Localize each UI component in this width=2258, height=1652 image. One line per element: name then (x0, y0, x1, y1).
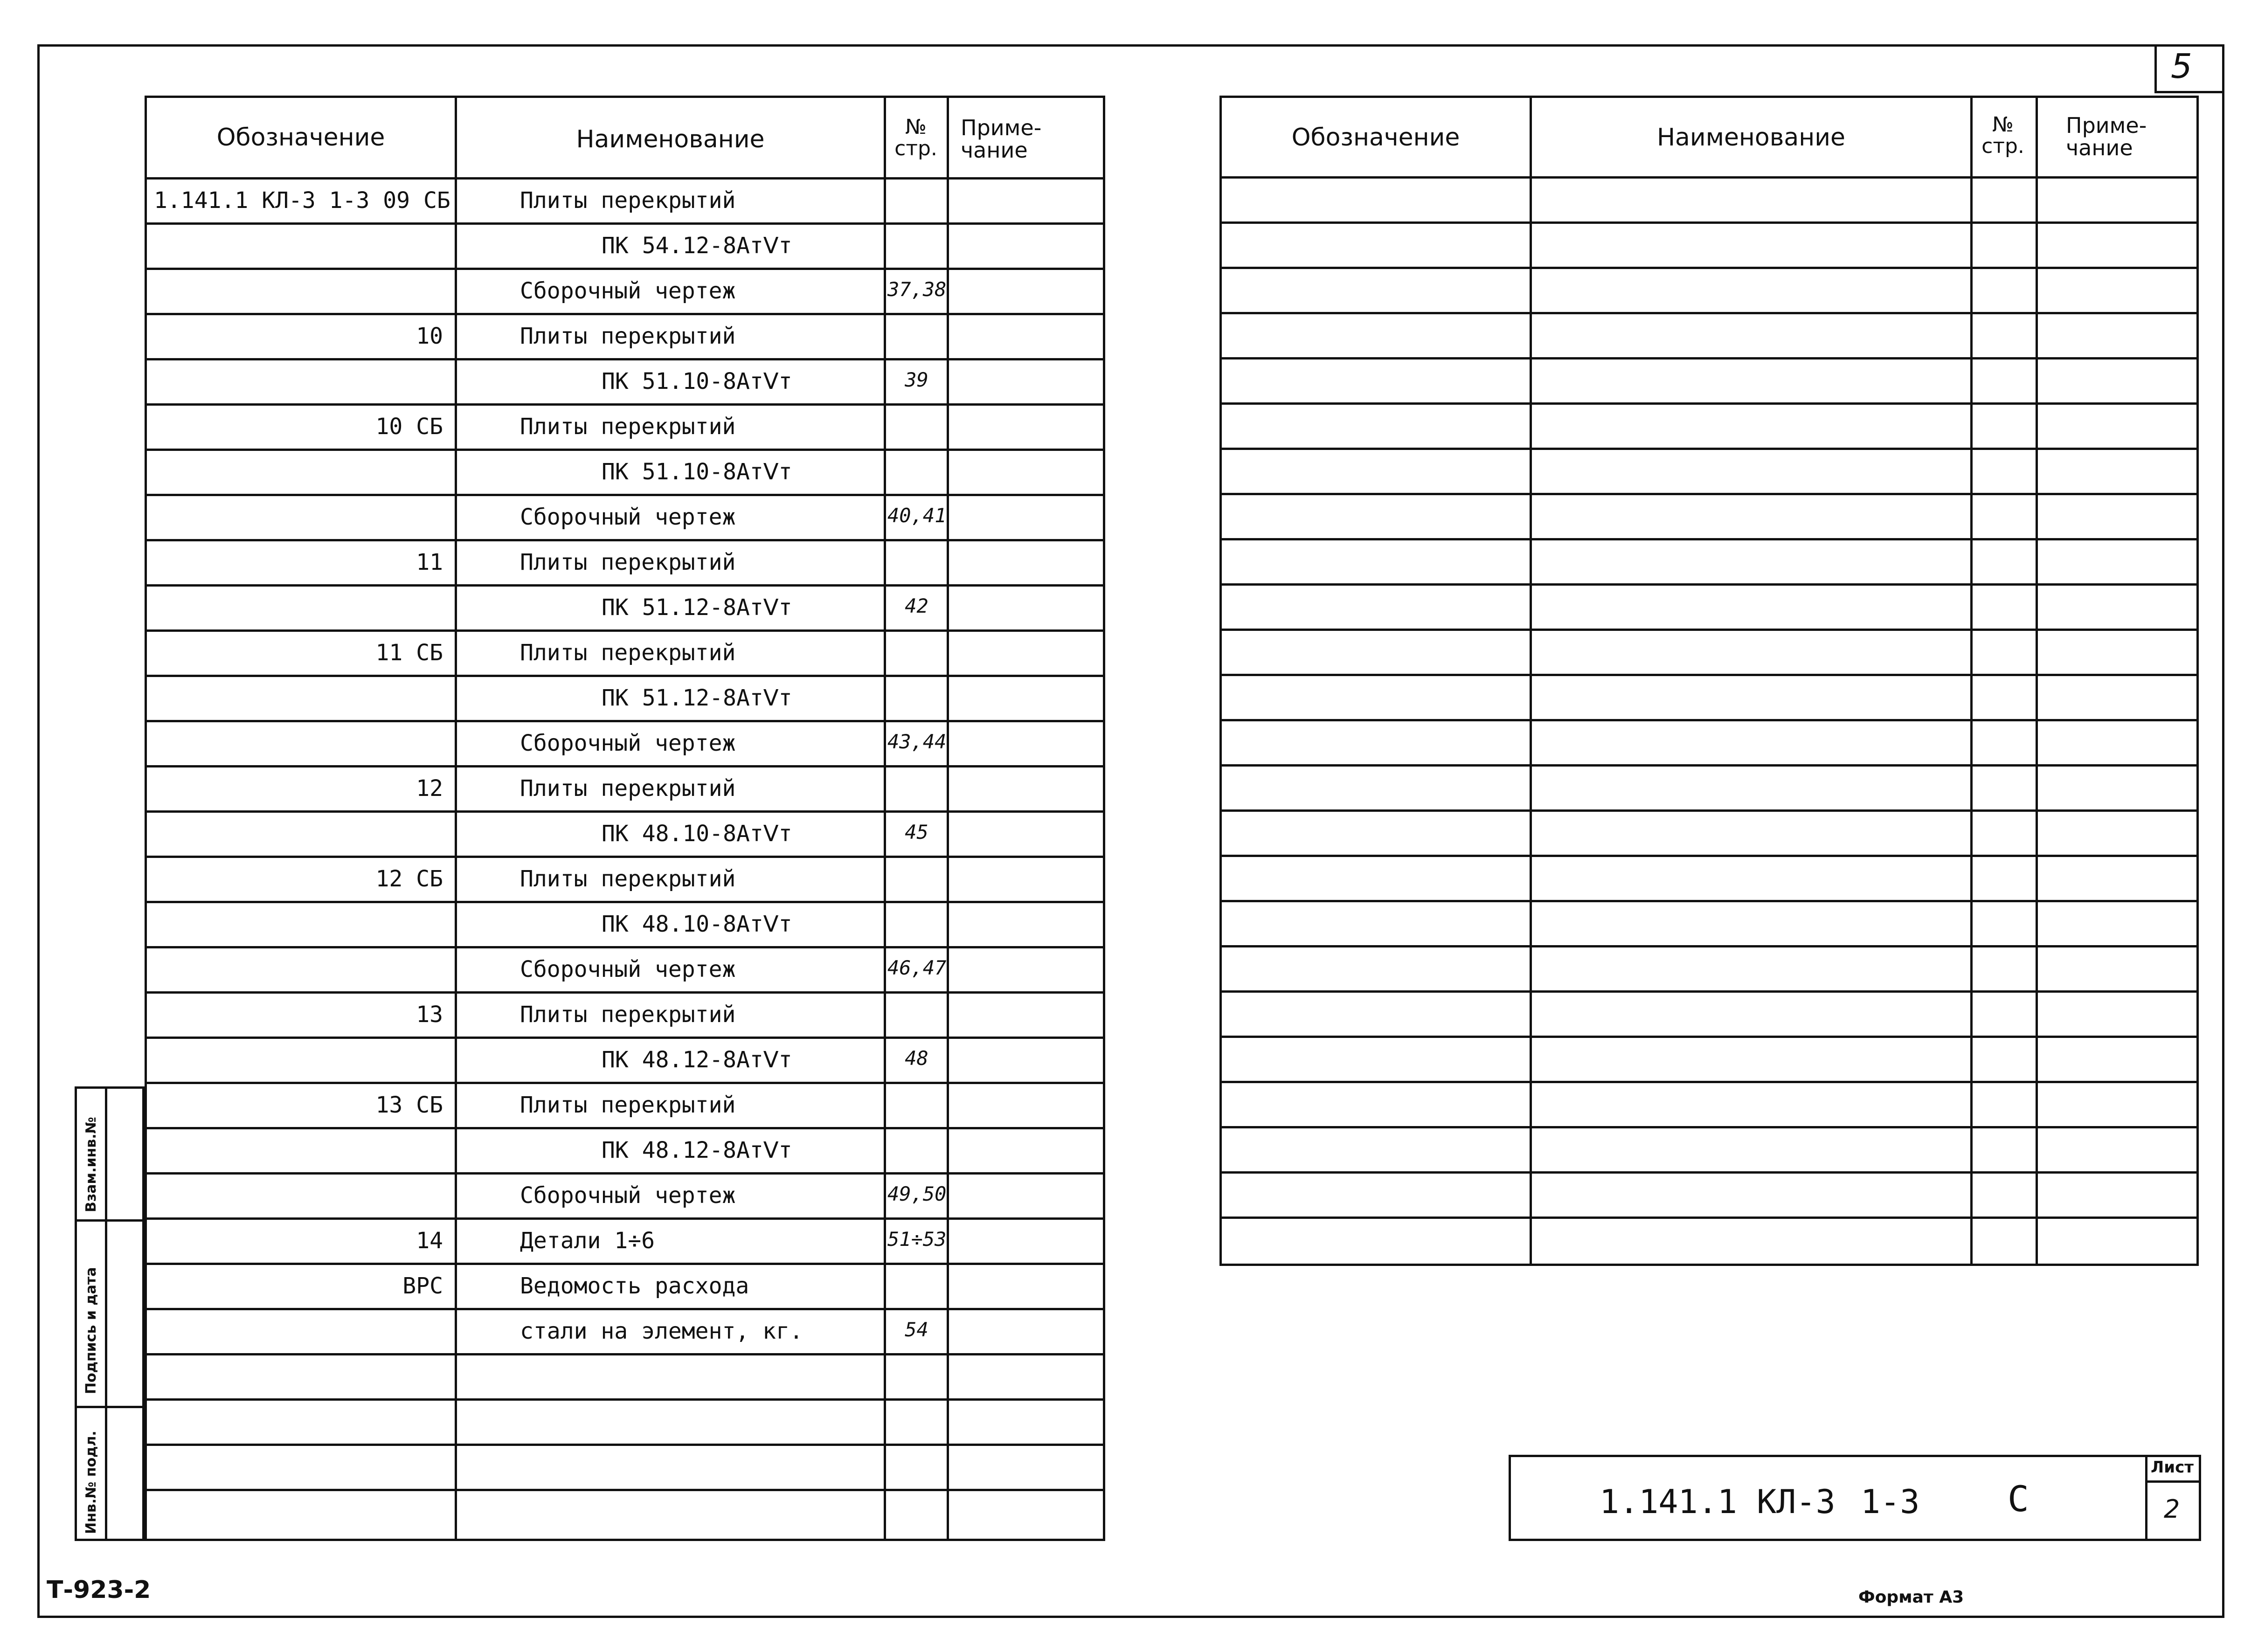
right-row-line (1219, 357, 2199, 359)
left-row-line (145, 720, 1105, 722)
right-row-line (1219, 674, 2199, 676)
side-stamp-vzam: Взам.инв.№ (83, 1117, 99, 1212)
left-row-line (145, 901, 1105, 903)
row-name: Плиты перекрытий (520, 549, 736, 575)
row-page: 46,47 (887, 956, 947, 979)
row-name: Плиты перекрытий (520, 640, 736, 666)
row-designation: 13 (416, 1002, 443, 1028)
left-row-line (145, 539, 1105, 541)
title-block-divider (2145, 1455, 2147, 1541)
right-row-line (1219, 945, 2199, 947)
row-name: ПК 54.12-8АтⅤт (602, 233, 792, 259)
row-page: 43,44 (887, 730, 947, 753)
left-header-page: № стр. (894, 115, 937, 161)
row-name: ПК 51.10-8АтⅤт (602, 459, 792, 485)
right-row-line (1219, 1217, 2199, 1219)
left-row-line (145, 1308, 1105, 1310)
row-name: Плиты перекрытий (520, 414, 736, 440)
right-row-line (1219, 493, 2199, 495)
row-name: ПК 51.12-8АтⅤт (602, 685, 792, 711)
row-designation: 12 СБ (375, 866, 443, 892)
row-page: 51÷53 (887, 1228, 947, 1251)
row-designation: 10 (416, 323, 443, 349)
left-row-line (145, 810, 1105, 813)
side-stamp-inv: Инв.№ подл. (83, 1431, 99, 1534)
right-col-divider-1 (1530, 96, 1532, 1266)
title-block-sheet-no: 2 (2164, 1494, 2180, 1524)
row-designation: 10 СБ (375, 414, 443, 440)
left-col-divider-3 (947, 96, 949, 1541)
row-name: Детали 1÷6 (520, 1228, 655, 1254)
row-name: Плиты перекрытий (520, 775, 736, 802)
row-page: 49,50 (887, 1182, 947, 1205)
row-page: 42 (905, 594, 928, 617)
row-name: Сборочный чертеж (520, 504, 736, 530)
row-name: Плиты перекрытий (520, 1092, 736, 1118)
right-row-line (1219, 1036, 2199, 1038)
right-header-designation: Обозначение (1291, 124, 1460, 152)
left-row-line (145, 358, 1105, 360)
left-row-line (145, 1217, 1105, 1220)
row-designation: 11 СБ (375, 640, 443, 666)
row-designation: 1.141.1 КЛ-3 1-3 09 СБ (154, 187, 450, 214)
left-header-bottom (145, 177, 1105, 180)
row-name: Сборочный чертеж (520, 278, 736, 304)
sheet-corner-number: 5 (2171, 47, 2192, 86)
row-name: ПК 48.12-8АтⅤт (602, 1047, 792, 1073)
right-header-bottom (1219, 176, 2199, 179)
left-row-line (145, 1172, 1105, 1175)
row-page: 39 (905, 368, 928, 391)
left-header-note: Приме- чание (961, 115, 1042, 163)
row-designation: 13 СБ (375, 1092, 443, 1118)
title-block-sheet-line (2145, 1480, 2201, 1483)
row-name: Сборочный чертеж (520, 956, 736, 982)
right-row-line (1219, 583, 2199, 586)
left-row-line (145, 1398, 1105, 1401)
row-page: 48 (905, 1047, 928, 1070)
row-name: ПК 48.12-8АтⅤт (602, 1137, 792, 1163)
right-row-line (1219, 900, 2199, 902)
left-row-line (145, 1263, 1105, 1265)
side-stamp-divider (105, 1086, 107, 1541)
title-block-sheet-label: Лист (2151, 1458, 2194, 1477)
row-page: 45 (905, 821, 928, 843)
row-name: Плиты перекрытий (520, 187, 736, 214)
row-name: Плиты перекрытий (520, 1002, 736, 1028)
row-name: стали на элемент, кг. (520, 1318, 803, 1344)
row-designation: 12 (416, 775, 443, 802)
right-row-line (1219, 809, 2199, 812)
right-col-divider-2 (1970, 96, 1973, 1266)
left-row-line (145, 675, 1105, 677)
left-row-line (145, 1037, 1105, 1039)
title-block-series: 1-3 (1861, 1483, 1920, 1521)
left-row-line (145, 1127, 1105, 1129)
row-name: ПК 48.10-8АтⅤт (602, 821, 792, 847)
left-row-line (145, 1489, 1105, 1491)
side-stamp-podpis: Подпись и дата (83, 1267, 99, 1394)
right-row-line (1219, 402, 2199, 405)
left-col-divider-1 (455, 96, 457, 1541)
side-stamp-row-1 (75, 1219, 145, 1222)
left-row-line (145, 449, 1105, 451)
side-stamp-row-2 (75, 1406, 145, 1408)
left-row-line (145, 222, 1105, 225)
left-row-line (145, 268, 1105, 270)
left-header-name: Наименование (576, 125, 765, 153)
right-row-line (1219, 764, 2199, 767)
row-name: ПК 51.10-8АтⅤт (602, 368, 792, 394)
row-page: 37,38 (887, 278, 947, 301)
left-row-line (145, 494, 1105, 496)
right-row-line (1219, 538, 2199, 540)
row-designation: 11 (416, 549, 443, 575)
left-col-divider-2 (884, 96, 886, 1541)
row-name: Сборочный чертеж (520, 1182, 736, 1209)
left-row-line (145, 856, 1105, 858)
row-page: 40,41 (887, 504, 947, 527)
right-row-line (1219, 312, 2199, 314)
right-header-name: Наименование (1656, 124, 1846, 152)
row-name: Плиты перекрытий (520, 866, 736, 892)
bottom-left-code: Т-923-2 (47, 1576, 151, 1604)
row-name: ПК 51.12-8АтⅤт (602, 594, 792, 621)
right-row-line (1219, 990, 2199, 993)
right-row-line (1219, 1081, 2199, 1083)
right-row-line (1219, 267, 2199, 269)
left-row-line (145, 946, 1105, 948)
left-row-line (145, 991, 1105, 994)
right-row-line (1219, 1126, 2199, 1128)
right-row-line (1219, 855, 2199, 857)
title-block-letter: С (2008, 1478, 2029, 1520)
left-row-line (145, 403, 1105, 406)
left-row-line (145, 584, 1105, 587)
title-block-code: 1.141.1 КЛ-3 (1600, 1483, 1835, 1521)
right-row-line (1219, 629, 2199, 631)
left-row-line (145, 1444, 1105, 1446)
right-row-line (1219, 1171, 2199, 1174)
left-row-line (145, 1082, 1105, 1084)
row-designation: 14 (416, 1228, 443, 1254)
right-row-line (1219, 719, 2199, 721)
left-row-line (145, 765, 1105, 767)
right-table (1219, 96, 2199, 1266)
format-label: Формат А3 (1858, 1588, 1964, 1607)
left-header-designation: Обозначение (216, 124, 385, 152)
right-col-divider-3 (2036, 96, 2038, 1266)
left-row-line (145, 313, 1105, 315)
left-row-line (145, 629, 1105, 632)
row-name: Ведомость расхода (520, 1273, 749, 1299)
row-page: 54 (905, 1318, 928, 1341)
left-row-line (145, 1353, 1105, 1355)
right-header-note: Приме- чание (2066, 113, 2147, 161)
row-name: Плиты перекрытий (520, 323, 736, 349)
right-row-line (1219, 221, 2199, 224)
row-designation: ВРС (402, 1273, 443, 1299)
row-name: Сборочный чертеж (520, 730, 736, 756)
row-name: ПК 48.10-8АтⅤт (602, 911, 792, 937)
right-header-page: № стр. (1981, 113, 2024, 159)
right-row-line (1219, 448, 2199, 450)
